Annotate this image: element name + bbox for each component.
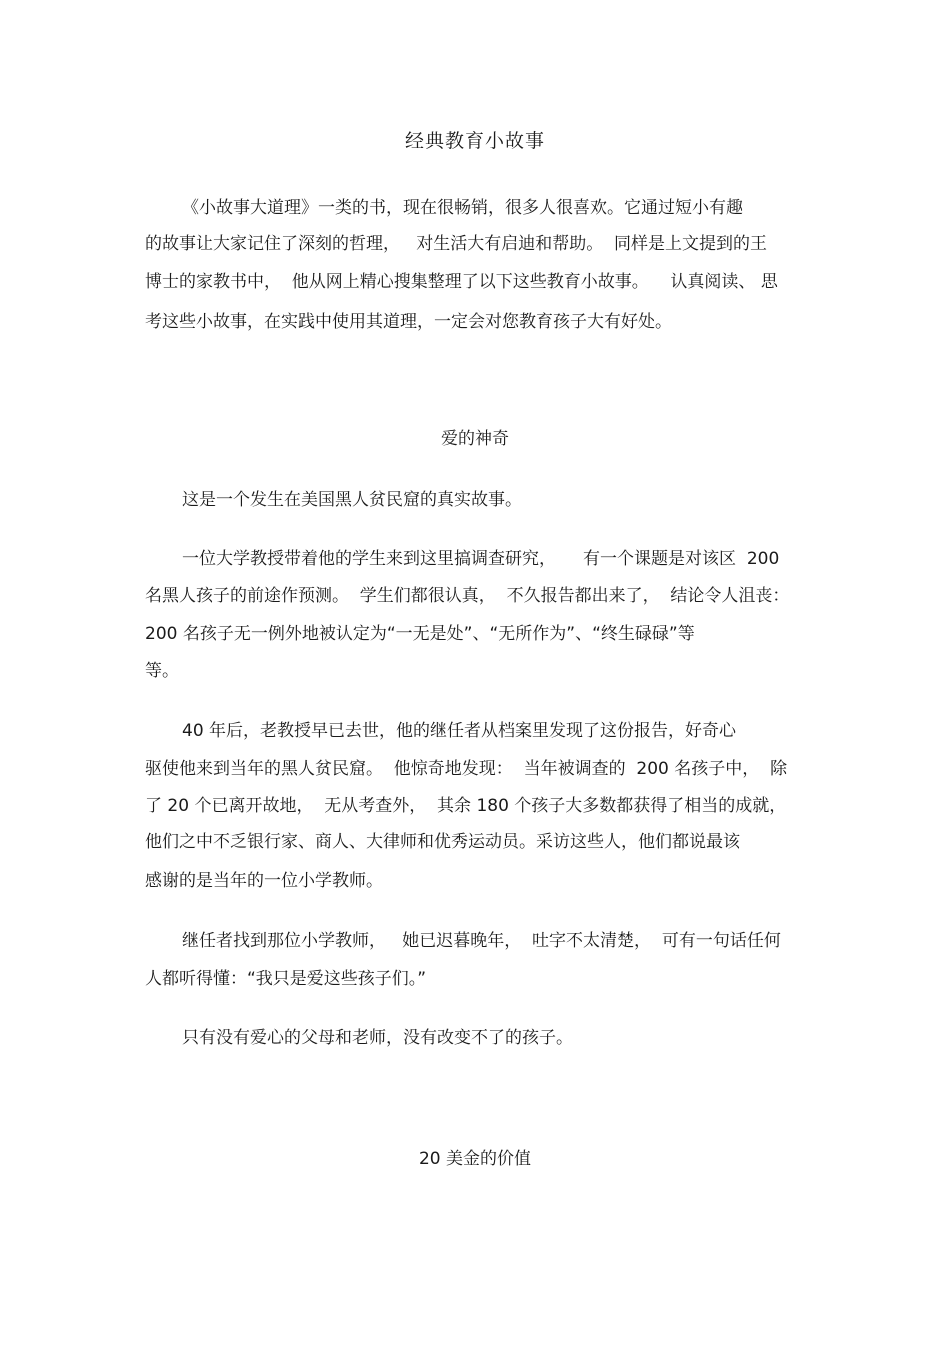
paragraph-line: 一位大学教授带着他的学生来到这里搞调查研究， 有一个课题是对该区 200 (182, 549, 780, 569)
paragraph-line: 只有没有爱心的父母和老师，没有改变不了的孩子。 (182, 1028, 573, 1048)
paragraph-line: 他们之中不乏银行家、商人、大律师和优秀运动员。采访这些人，他们都说最该 (145, 832, 740, 852)
paragraph-line: 了 20 个已离开故地， 无从考查外， 其余 180 个孩子大多数都获得了相当的成就， (145, 796, 787, 816)
paragraph-line: 驱使他来到当年的黑人贫民窟。 他惊奇地发现： 当年被调查的 200 名孩子中， 除 (145, 759, 788, 779)
intro-line: 的故事让大家记住了深刻的哲理， 对生活大有启迪和帮助。 同样是上文提到的王 (145, 234, 768, 254)
section-title-love: 爱的神奇 (441, 429, 509, 449)
paragraph-line: 这是一个发生在美国黑人贫民窟的真实故事。 (182, 490, 522, 510)
page-title: 经典教育小故事 (404, 130, 545, 152)
paragraph-line: 40 年后，老教授早已去世，他的继任者从档案里发现了这份报告，好奇心 (182, 721, 737, 741)
intro-line: 博士的家教书中， 他从网上精心搜集整理了以下这些教育小故事。 认真阅读、 思 (145, 272, 778, 292)
paragraph-line: 感谢的是当年的一位小学教师。 (145, 871, 383, 891)
paragraph-line: 继任者找到那位小学教师， 她已迟暮晚年， 吐字不太清楚， 可有一句话任何 (182, 931, 781, 951)
intro-line: 考这些小故事，在实践中使用其道理，一定会对您教育孩子大有好处。 (145, 312, 672, 332)
paragraph-line: 200 名孩子无一例外地被认定为“一无是处”、“无所作为”、“终生碌碌”等 (145, 624, 695, 644)
paragraph-line: 人都听得懂：“我只是爱这些孩子们。” (145, 969, 427, 989)
section-title-20-dollars: 20 美金的价值 (418, 1149, 532, 1169)
intro-line: 《小故事大道理》一类的书，现在很畅销，很多人很喜欢。它通过短小有趣 (182, 198, 743, 218)
paragraph-line: 名黑人孩子的前途作预测。 学生们都很认真， 不久报告都出来了， 结论令人沮丧： (145, 586, 790, 606)
paragraph-line: 等。 (145, 661, 179, 681)
